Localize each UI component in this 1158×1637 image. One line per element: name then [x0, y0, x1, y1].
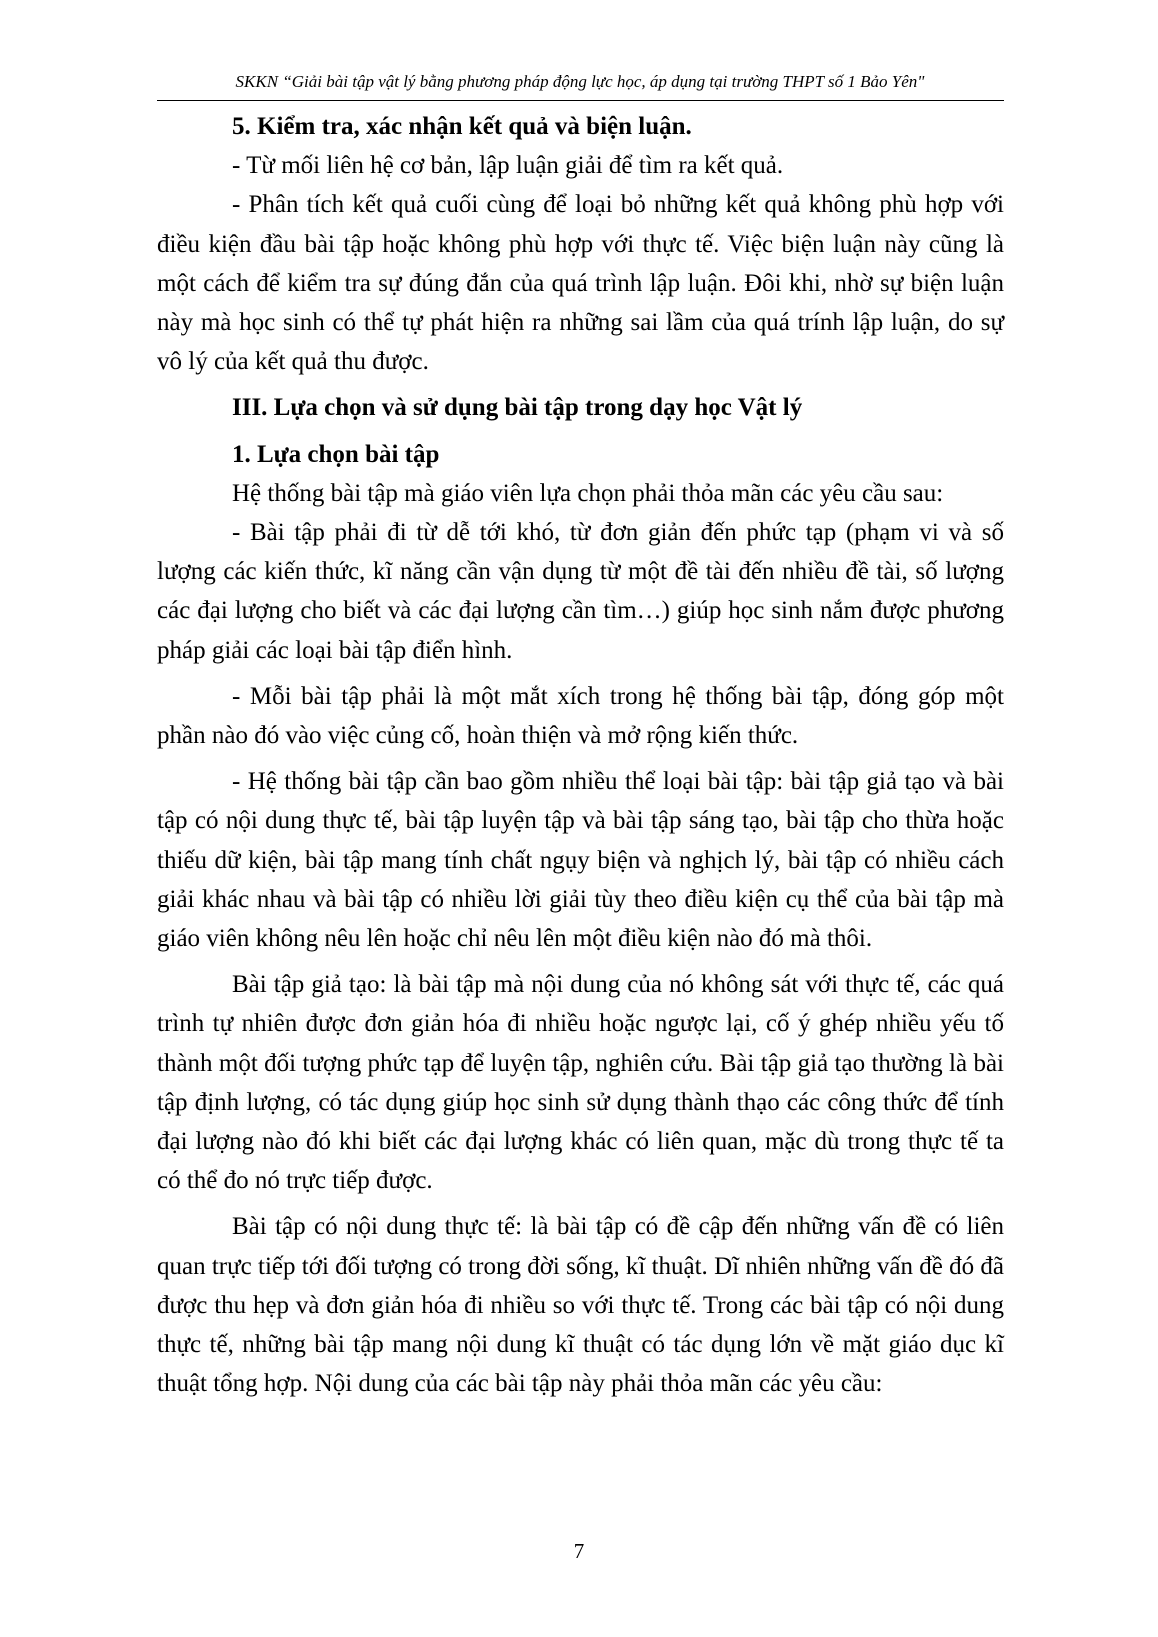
page-number: 7 — [573, 1539, 585, 1563]
header-rule — [157, 100, 1004, 101]
section-5-item-2: - Phân tích kết quả cuối cùng để loại bỏ những kết quả không phù hợp với điều kiện đầu bài tập hoặc không phù hợp với thực tế. Việc biện luận này cũng là một cách để kiểm tra sự đúng đắn của quá trình lập luận. Đôi khi, nhờ sự biện luận này mà học sinh có thể tự phát hiện ra những sai lầm của quá trính lập luận, do sự vô lý của kết quả thu được. — [157, 191, 1004, 376]
section-3-heading: III. Lựa chọn và sử dụng bài tập trong dạy học Vật lý — [232, 394, 803, 422]
requirement-3: - Hệ thống bài tập cần bao gồm nhiều thể loại bài tập: bài tập giả tạo và bài tập có nội dung thực tế, bài tập luyện tập và bài tập sáng tạo, bài tập cho thừa hoặc thiếu dữ kiện, bài tập mang tính chất ngụy biện và nghịch lý, bài tập có nhiều cách giải khác nhau và bài tập có nhiều lời giải tùy theo điều kiện cụ thể của bài tập mà giáo viên không nêu lên hoặc chỉ nêu lên một điều kiện nào đó mà thôi. — [157, 768, 1004, 953]
paragraph-artificial-exercises: Bài tập giả tạo: là bài tập mà nội dung của nó không sát với thực tế, các quá trình tự nhiên được đơn giản hóa đi nhiều hoặc ngược lại, cố ý ghép nhiều yếu tố thành một đối tượng phức tạp để luyện tập, nghiên cứu. Bài tập giả tạo thường là bài tập định lượng, có tác dụng giúp học sinh sử dụng thành thạo các công thức để tính đại lượng nào đó khi biết các đại lượng khác có liên quan, mặc dù trong thực tế ta có thể đo nó trực tiếp được. — [157, 971, 1004, 1195]
requirements-intro: Hệ thống bài tập mà giáo viên lựa chọn phải thỏa mãn các yêu cầu sau: — [232, 479, 944, 507]
subsection-1-heading: 1. Lựa chọn bài tập — [232, 440, 440, 468]
running-header: SKKN “Giải bài tập vật lý bằng phương pháp động lực học, áp dụng tại trường THPT số 1 Bảo Yên" — [235, 72, 925, 91]
section-5-item-1: - Từ mối liên hệ cơ bản, lập luận giải để tìm ra kết quả. — [232, 152, 784, 180]
requirement-2: - Mỗi bài tập phải là một mắt xích trong hệ thống bài tập, đóng góp một phần nào đó vào việc củng cố, hoàn thiện và mở rộng kiến thức. — [157, 682, 1004, 750]
section-5-heading: 5. Kiểm tra, xác nhận kết quả và biện luận. — [232, 113, 692, 140]
paragraph-practical-exercises: Bài tập có nội dung thực tế: là bài tập có đề cập đến những vấn đề có liên quan trực tiếp tới đối tượng có trong đời sống, kĩ thuật. Dĩ nhiên những vấn đề đó đã được thu hẹp và đơn giản hóa đi nhiều so với thực tế. Trong các bài tập có nội dung thực tế, những bài tập mang nội dung kĩ thuật có tác dụng lớn về mặt giáo dục kĩ thuật tổng hợp. Nội dung của các bài tập này phải thỏa mãn các yêu cầu: — [157, 1213, 1004, 1398]
requirement-1: - Bài tập phải đi từ dễ tới khó, từ đơn giản đến phức tạp (phạm vi và số lượng các kiến thức, kĩ năng cần vận dụng từ một đề tài đến nhiều đề tài, số lượng các đại lượng cho biết và các đại lượng cần tìm…) giúp học sinh nắm được phương pháp giải các loại bài tập điển hình. — [157, 519, 1004, 664]
page-body — [157, 107, 1004, 1404]
